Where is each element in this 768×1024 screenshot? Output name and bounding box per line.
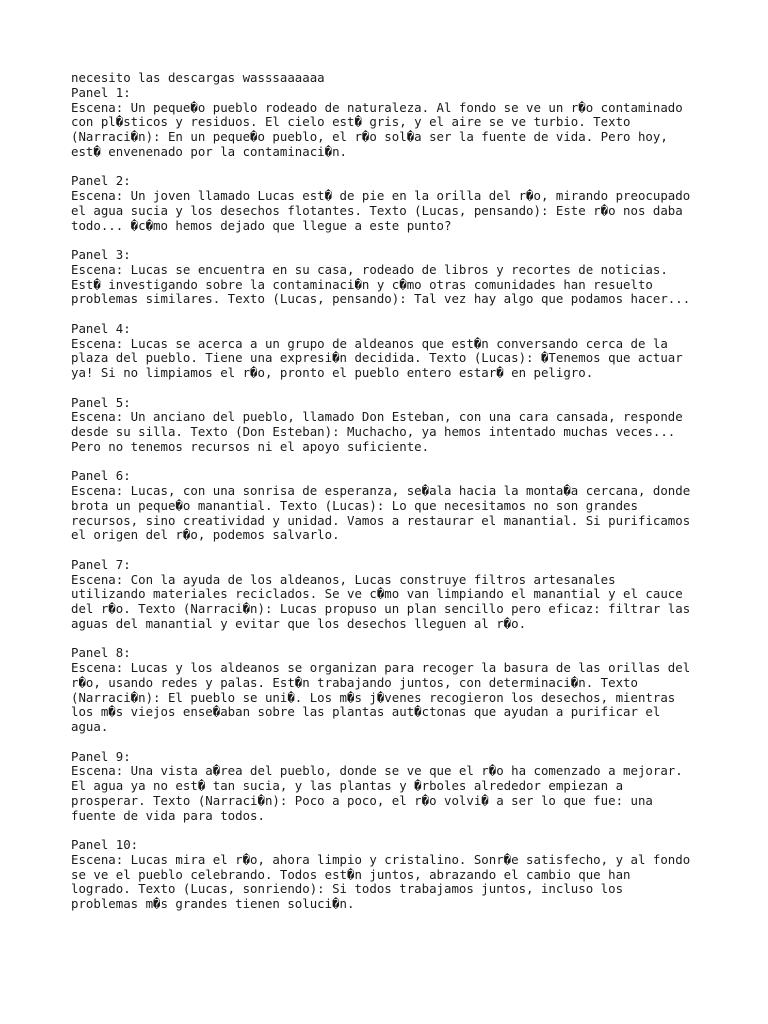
panel-text-line: ya! Si no limpiamos el r�o, pronto el pueblo entero estar� en peligro. <box>71 365 594 380</box>
panel-7 <box>71 558 711 632</box>
panel-text-line: Escena: Un joven llamado Lucas est� de pie en la orilla del r�o, mirando preocupado <box>71 188 691 203</box>
panel-text-line: problemas m�s grandes tienen soluci�n. <box>71 896 355 911</box>
panel-text-line: Escena: Lucas mira el r�o, ahora limpio y cristalino. Sonr�e satisfecho, y al fondo <box>71 851 691 867</box>
panel-title: Panel 6: <box>71 468 131 484</box>
panel-title: Panel 3: <box>71 247 131 262</box>
panel-text-line: Escena: Lucas y los aldeanos se organizan para recoger la basura de las orillas del <box>71 660 691 675</box>
panel-text-line: Escena: Una vista a�rea del pueblo, donde se ve que el r�o ha comenzado a mejorar. <box>71 763 683 779</box>
panel-title: Panel 10: <box>71 837 139 852</box>
panel-text-line: con pl�sticos y residuos. El cielo est� gris, y el aire se ve turbio. Texto <box>71 114 631 130</box>
panel-title: Panel 7: <box>71 556 131 572</box>
panel-text-line: utilizando materiales reciclados. Se ve c�mo van limpiando el manantial y el cauce <box>71 586 683 602</box>
panel-text-line: desde su silla. Texto (Don Esteban): Muchacho, ya hemos intentado muchas veces... <box>71 424 676 439</box>
panel-text-line: todo... �c�mo hemos dejado que llegue a este punto? <box>71 217 452 233</box>
panel-text-line: los m�s viejos ense�aban sobre las plantas aut�ctonas que ayudan a purificar el <box>71 704 661 720</box>
panel-text-line: Escena: Un anciano del pueblo, llamado Don Esteban, con una cara cansada, responde <box>71 409 683 425</box>
panel-text-line: se ve el pueblo celebrando. Todos est�n juntos, abrazando el cambio que han <box>71 866 631 882</box>
panel-text-line: aguas del manantial y evitar que los desechos lleguen al r�o. <box>71 615 527 631</box>
panel-text-line: (Narraci�n): En un peque�o pueblo, el r�o sol�a ser la fuente de vida. Pero hoy, <box>71 129 668 144</box>
panel-text-line: r�o, usando redes y palas. Est�n trabajando juntos, con determinaci�n. Texto <box>71 674 638 690</box>
panel-title: Panel 4: <box>71 320 131 336</box>
panel-4 <box>71 322 711 381</box>
panel-text-line: (Narraci�n): El pueblo se uni�. Los m�s j�venes recogieron los desechos, mientras <box>71 689 676 705</box>
panel-title: Panel 9: <box>71 748 131 764</box>
panel-title: Panel 5: <box>71 394 131 410</box>
panel-text-line: agua. <box>71 719 109 734</box>
panel-text-line: Escena: Lucas, con una sonrisa de esperanza, se�ala hacia la monta�a cercana, donde <box>71 483 691 498</box>
panel-text-line: Escena: Un peque�o pueblo rodeado de naturaleza. Al fondo se ve un r�o contaminado <box>71 99 683 115</box>
panel-text-line: Escena: Lucas se encuentra en su casa, rodeado de libros y recortes de noticias. <box>71 261 668 277</box>
panel-text-line: Est� investigando sobre la contaminaci�n y c�mo otras comunidades han resuelto <box>71 276 653 292</box>
panel-text-line: plaza del pueblo. Tiene una expresi�n decidida. Texto (Lucas): �Tenemos que actuar <box>71 350 683 366</box>
intro-block <box>71 71 711 160</box>
panel-2 <box>71 174 711 233</box>
panel-text-line: est� envenenado por la contaminaci�n. <box>71 143 348 159</box>
request-line: necesito las descargas wasssaaaaaa <box>71 70 325 85</box>
panel-text-line: del r�o. Texto (Narraci�n): Lucas propuso un plan sencillo pero eficaz: filtrar las <box>71 601 691 616</box>
panel-text-line: recursos, sino creatividad y unidad. Vamos a restaurar el manantial. Si purificamos <box>71 512 691 528</box>
panel-5 <box>71 396 711 455</box>
panel-text-line: prosperar. Texto (Narraci�n): Poco a poco, el r�o volvi� a ser lo que fue: una <box>71 792 653 808</box>
panel-title: Panel 2: <box>71 173 131 189</box>
panel-6 <box>71 469 711 543</box>
panel-text-line: brota un peque�o manantial. Texto (Lucas): Lo que necesitamos no son grandes <box>71 497 638 513</box>
panel-8 <box>71 646 711 735</box>
panel-text-line: El agua ya no est� tan sucia, y las plantas y �rboles alrededor empiezan a <box>71 778 624 793</box>
panel-10 <box>71 838 711 912</box>
panel-text-line: fuente de vida para todos. <box>71 807 265 823</box>
panel-text-line: problemas similares. Texto (Lucas, pensando): Tal vez hay algo que podamos hacer... <box>71 291 691 307</box>
panel-text-line: Escena: Con la ayuda de los aldeanos, Lucas construye filtros artesanales <box>71 571 616 587</box>
panel-text-line: Escena: Lucas se acerca a un grupo de aldeanos que est�n conversando cerca de la <box>71 335 668 351</box>
panel-3 <box>71 248 711 307</box>
panel-title: Panel 1: <box>71 84 131 100</box>
panel-9 <box>71 750 711 824</box>
panel-text-line: logrado. Texto (Lucas, sonriendo): Si todos trabajamos juntos, incluso los <box>71 881 624 897</box>
panel-text-line: el agua sucia y los desechos flotantes. Texto (Lucas, pensando): Este r�o nos daba <box>71 202 683 218</box>
panel-text-line: el origen del r�o, podemos salvarlo. <box>71 527 340 543</box>
panel-title: Panel 8: <box>71 645 131 661</box>
panel-text-line: Pero no tenemos recursos ni el apoyo suficiente. <box>71 438 430 454</box>
document-page <box>71 71 711 912</box>
